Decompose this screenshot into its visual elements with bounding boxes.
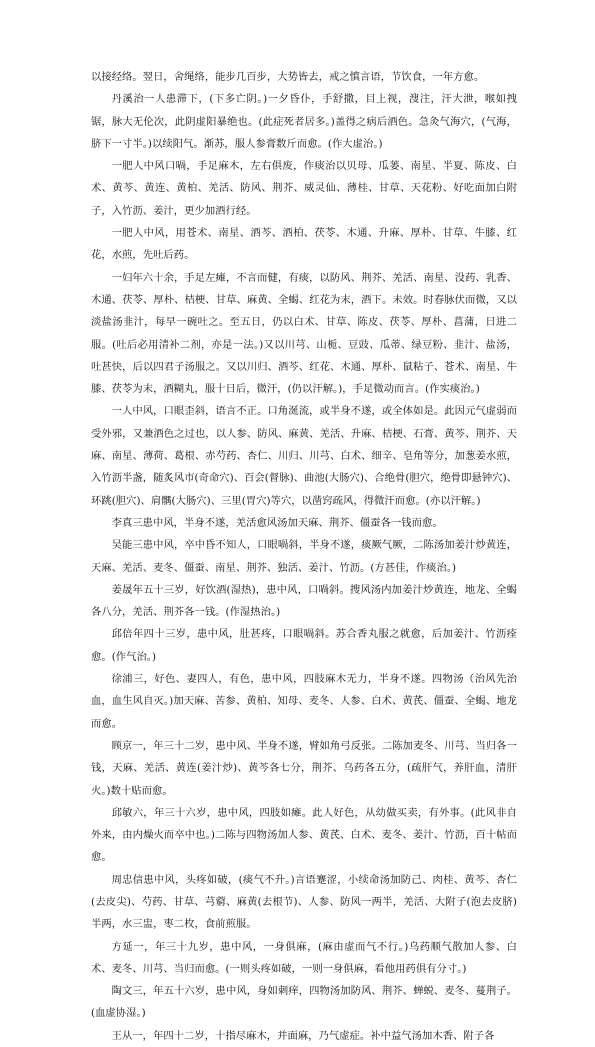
- paragraph-case-fang: 方延一，年三十九岁，患中风，一身俱麻，(麻由虚而气不行。)乌药顺气散加人参、白术、麦冬、川芎、当归而愈。(一则头疼如破，一则一身俱麻，看他用药俱有分寸。): [91, 940, 517, 975]
- paragraph-case-li: 李真三患中风，半身不遂，羌活愈风汤加天麻、荆芥、僵蚕各一钱而愈。: [111, 516, 443, 529]
- paragraph-case-qiu-min: 邱敏六，年三十六岁，患中风，四肢如瘫。此人好色，从幼做买卖，有外事。(此风非自外来，由内燥火而卒中也。)二陈与四物汤加人参、黄芪、白术、麦冬、姜汁、竹沥，百十帖而愈。: [91, 806, 517, 864]
- paragraph-case-xu: 徐浦三，好色、妻四人，有色，患中风，四肢麻木无力，半身不遂。四物汤（治风先治血，血生风自灭。)加天麻、苦参、黄柏、知母、麦冬、人参、白术、黄芪、僵蚕、全蝎、地龙而愈。: [91, 673, 517, 730]
- paragraph-case-qiu-bei: 邱倍年四十三岁，患中风，肚甚疼，口眼喎斜。苏合香丸服之就愈，后加姜汁、竹沥痊愈。(作气治。): [91, 628, 517, 663]
- paragraph-case-gu: 顾京一，年三十二岁，患中风、半身不遂，臂如角弓反张。二陈加麦冬、川芎、当归各一钱，天麻、羌活、黄连(姜汁炒)、黄芩各七分，荆芥、乌药各五分，(疏肝气，养肝血，清肝火。)数十贴而愈。: [91, 739, 517, 797]
- paragraph-case-tao: 陶文三，年五十六岁，患中风，身如刺痒，四物汤加防风、荆芥、蝉蜕、麦冬、蔓荆子。(血虚协湿。): [91, 985, 517, 1020]
- paragraph-case-danxi: 丹溪治一人患滞下，(下多亡阴。)一夕昏仆，手舒撒，目上视，溲注，汗大泄，喉如拽锯，脉大无伦次，此阴虚阳暴绝也。(此症死者居多。)盖得之病后酒色。急灸气海穴，(气海，脐下一寸半。)以续阳气。渐苏，服人参膏数斤而愈。(作大虚治。): [91, 93, 517, 150]
- paragraph-case-jiang: 姜晟年五十三岁，好饮酒(湿热)，患中风，口喎斜。搜风汤内加姜汁炒黄连，地龙、全蝎各八分，羌活、荆芥各一钱。(作湿热治。): [91, 583, 517, 619]
- paragraph-case-wang: 王从一，年四十二岁，十指尽麻木，并面麻，乃气虚症。补中益气汤加木香、附子各: [111, 1029, 495, 1042]
- paragraph-case-obese-2: 一肥人中风，用苍术、南星、酒芩、酒柏、茯苓、木通、升麻、厚朴、甘草、牛膝、红花，水煎，先吐后药。: [91, 227, 517, 262]
- body-text: [91, 66, 517, 1047]
- paragraph-continuation: 以接经络。翌日，舍绳络，能步几百步，大势皆去，戒之慎言语，节饮食，一年方愈。: [91, 71, 485, 83]
- paragraph-case-zhou: 周忠信患中风，头疼如破，(痰气不升。)言语蹇涩，小续命汤加防己、肉桂、黄芩、杏仁(去皮尖)、芍药、甘草、芎藭、麻黄(去根节)、人参、防风一两半，羌活、大附子(泡去皮脐)半两，水三盅，枣二枚，食前煎服。: [91, 873, 517, 931]
- paragraph-case-obese-1: 一肥人中风口喎，手足麻木，左右俱废，作痰治以贝母、瓜蒌、南星、半夏、陈皮、白术、黄芩、黄连、黄柏、羌活、防风、荆芥、威灵仙、薄桂、甘草、天花粉、好吃面加白附子，入竹沥、姜汁，更少加酒行经。: [91, 160, 517, 217]
- paragraph-case-facial-palsy: 一人中风，口眼歪斜，语言不正。口角涎流，或半身不遂，或全体如是。此因元气虚弱而受外邪，又兼酒色之过也，以人参、防风、麻黄、羌活、升麻、桔梗、石膏、黄芩、荆芥、天麻、南星、薄荷、葛根、赤芍药、杏仁、川归、川芎、白术、细辛、皂角等分，加葱姜水煎，入竹沥半盏，随炙风市(奇命穴)、百会(督脉)、曲池(大肠穴)、合绝骨(胆穴，绝骨即悬钟穴)、环跳(胆穴)、肩髃(大肠穴)、三里(胃穴)等穴，以凿窍疏风，得微汗而愈。(亦以汗解。): [91, 405, 517, 507]
- paragraph-case-woman-sixty: 一妇年六十余，手足左瘫，不言而健，有痰，以防风、荆芥、羌活、南星、没药、乳香、木通、茯苓、厚朴、桔梗、甘草、麻黄、全蝎、红花为末，酒下。未效。时春脉伏而微，又以淡盐汤韭汁，每早一碗吐之。至五日，仍以白术、甘草、陈皮、茯苓、厚朴、菖蒲，日进二服。(吐后必用清补二剂，亦是一法。)又以川芎、山栀、豆豉、瓜蒂、绿豆粉、韭汁、盐汤，吐甚快，后以四君子汤服之。又以川归、酒芩、红花、木通、厚朴、鼠粘子、苍术、南星、牛膝、茯苓为末，酒糊丸，服十日后，微汗，(仍以汗解。)，手足微动而言。(作实痰治。): [91, 271, 517, 396]
- paragraph-case-wu: 吴能三患中风，卒中昏不知人，口眼喎斜，半身不遂，痰厥气厥，二陈汤加姜汁炒黄连，天麻、羌活、麦冬、僵蚕、南星、荆芥、独活、姜汁、竹沥。(方甚佳，作痰治。): [91, 539, 517, 574]
